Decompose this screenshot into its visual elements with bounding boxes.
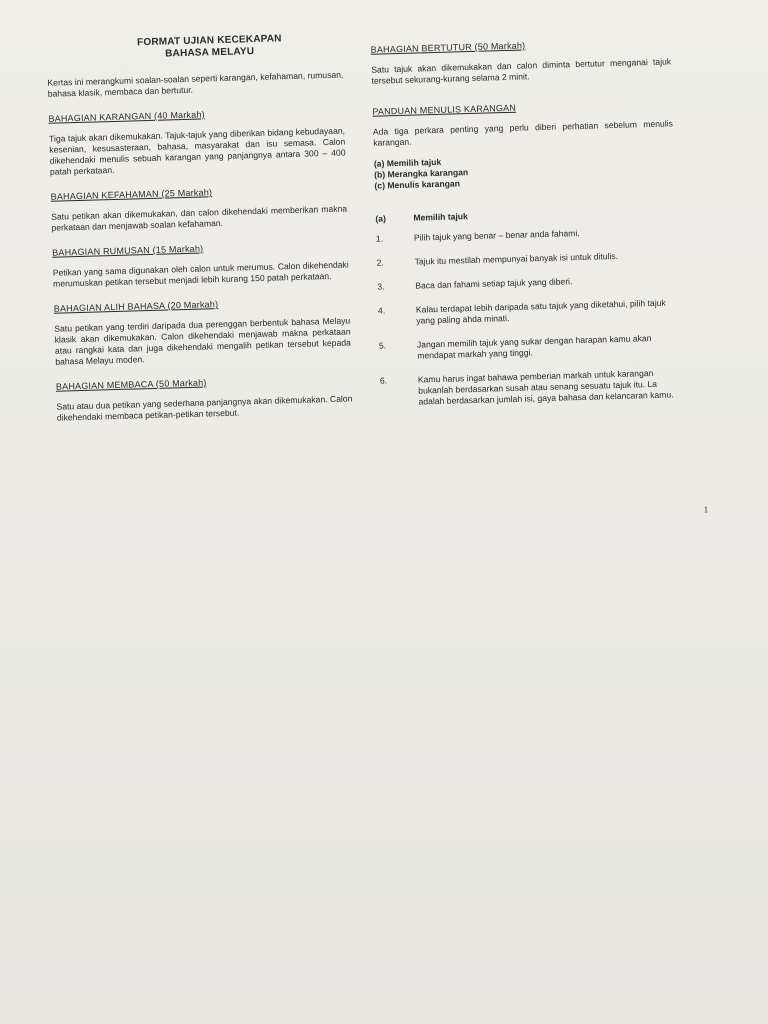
karangan-paragraph: Tiga tajuk akan dikemukakan. Tajuk-tajuk yang diberikan bidang kebudayaan, kesenian, kesusasteraan, bahasa, masyarakat dan isu semasa. Calon dikehendaki menulis sebuah karangan yang panjangnya antara 300 – 400 patah perkataan. [48, 125, 346, 177]
bertutur-paragraph: Satu tajuk akan dikemukakan dan calon diminta bertutur menganai tajuk tersebut sekurang-kurang selama 2 minit. [371, 56, 672, 86]
step-a: (a) Memilih tajuk [373, 156, 442, 169]
item-number: 6. [379, 375, 388, 386]
title-line-2: BAHASA MELAYU [165, 46, 255, 60]
item-number: 5. [378, 340, 387, 351]
kefahaman-heading: BAHAGIAN KEFAHAMAN (25 Markah) [50, 187, 213, 202]
document-title [46, 32, 343, 64]
item-text: Kamu harus ingat bahawa pemberian markah untuk karangan bukanlah berdasarkan susah atau senang sesuatu tajuk itu. La adalah berdasarkan jumlah isi, gaya bahasa dan kelancaran kamu. [417, 368, 674, 407]
alih-bahasa-heading: BAHAGIAN ALIH BAHASA (20 Markah) [53, 299, 219, 314]
panduan-paragraph: Ada tiga perkara penting yang perlu diberi perhatian sebelum menulis karangan. [372, 118, 673, 148]
item-number: 1. [375, 233, 384, 244]
right-column [371, 36, 681, 421]
list-item [376, 225, 676, 244]
bertutur-heading: BAHAGIAN BERTUTUR (50 Markah) [370, 40, 526, 55]
list-item [377, 273, 677, 292]
memilih-tajuk-heading [375, 205, 675, 223]
list-item [379, 332, 679, 362]
page-number: 1 [703, 504, 709, 515]
list-item [378, 297, 678, 327]
item-number: 4. [377, 305, 386, 316]
list-item [376, 249, 676, 268]
item-text: Tajuk itu mestilah mempunyai banyak isi untuk ditulis. [414, 250, 619, 267]
item-number: 3. [377, 281, 385, 292]
rumusan-paragraph: Petikan yang sama digunakan oleh calon untuk merumus. Calon dikehendaki merumuskan petikan tersebut menjadi lebih kurang 150 patah perkataan. [52, 259, 349, 289]
membaca-paragraph: Satu atau dua petikan yang sederhana panjangnya akan dikemukakan. Calon dikehendaki membaca petikan-petikan tersebut. [56, 393, 353, 423]
step-b: (b) Merangka karangan [374, 167, 469, 180]
title-line-1: FORMAT UJIAN KECEKAPAN [136, 33, 282, 49]
alih-bahasa-paragraph: Satu petikan yang terdiri daripada dua perenggan berbentuk bahasa Melayu klasik akan dikemukakan. Calon dikehendaki menjawab makna perkataan atau rangkai kata dan juga dikehendaki mengalih petikan tersebut kepada bahasa Melayu moden. [54, 315, 351, 367]
karangan-heading: BAHAGIAN KARANGAN (40 Markah) [48, 109, 205, 124]
list-item [380, 367, 681, 408]
item-text: Jangan memilih tajuk yang sukar dengan harapan kamu akan mendapat markah yang tinggi. [416, 333, 652, 361]
item-text: Pilih tajuk yang benar – benar anda fahami. [413, 228, 580, 243]
sub-heading-label: (a) [375, 213, 387, 224]
kefahaman-paragraph: Satu petikan akan dikemukakan, dan calon dikehendaki memberikan makna perkataan dan menjawab soalan kefahaman. [51, 203, 348, 233]
rumusan-heading: BAHAGIAN RUMUSAN (15 Markah) [52, 243, 204, 258]
item-number: 2. [376, 257, 384, 268]
item-text: Kalau terdapat lebih daripada satu tajuk yang diketahui, pilih tajuk yang paling ahda minati. [415, 297, 666, 326]
sub-heading-title: Memilih tajuk [413, 211, 468, 223]
scanned-sheet [40, 12, 709, 530]
left-column [46, 32, 353, 424]
steps-list [374, 150, 675, 191]
step-c: (c) Menulis karangan [374, 178, 461, 191]
membaca-heading: BAHAGIAN MEMBACA (50 Markah) [55, 377, 207, 392]
item-text: Baca dan fahami setiap tajuk yang diberi. [415, 276, 573, 291]
panduan-heading: PANDUAN MENULIS KARANGAN [372, 102, 517, 117]
intro-paragraph: Kertas ini merangkumi soalan-soalan seperti karangan, kefahaman, rumusan, bahasa klasik, membaca dan bertutur. [47, 69, 344, 99]
